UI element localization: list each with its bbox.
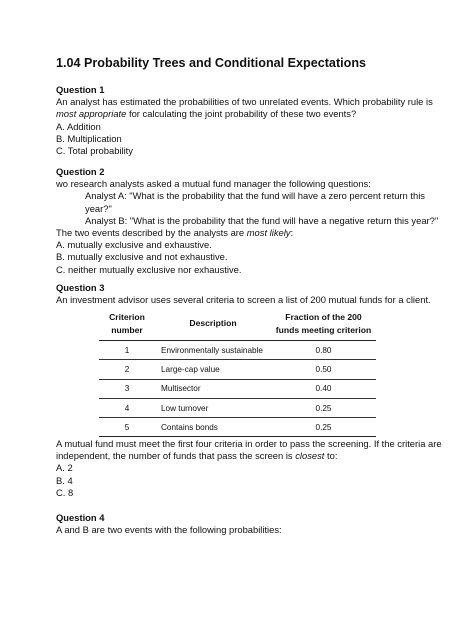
question-2-emphasis: most likely: [246, 227, 291, 239]
question-1-heading: Question 1: [56, 84, 105, 95]
table-row: [99, 341, 376, 360]
question-3-option-a: A. 2: [56, 462, 73, 474]
question-1-emphasis: most appropriate: [56, 108, 127, 120]
cell-fraction: 0.50: [271, 360, 376, 379]
header-description: Description: [155, 309, 271, 341]
cell-description: Low turnover: [155, 398, 271, 417]
question-2-option-c: C. neither mutually exclusive nor exhaustive.: [56, 263, 242, 275]
question-2-analyst-b: Analyst B: "What is the probability that the fund will have a negative return this year?": [85, 214, 439, 226]
cell-description: Contains bonds: [155, 418, 271, 437]
question-3-continued: [56, 438, 442, 499]
table-row: [99, 379, 376, 398]
cell-number: 5: [99, 418, 155, 437]
question-3: [56, 282, 431, 306]
question-4-intro: A and B are two events with the following probabilities:: [56, 524, 282, 536]
page-title: 1.04 Probability Trees and Conditional Expectations: [56, 56, 367, 70]
question-3-para-1: A mutual fund must meet the first four criteria in order to pass the screening. If the criteria are: [56, 438, 442, 449]
question-1-option-c: C. Total probability: [56, 145, 133, 157]
criteria-table-header: [99, 309, 376, 341]
cell-fraction: 0.25: [271, 398, 376, 417]
question-1-option-b: B. Multiplication: [56, 132, 122, 144]
question-1-line-2: most appropriate for calculating the joint probability of these two events?: [56, 108, 357, 120]
header-fraction: Fraction of the 200 funds meeting criterion: [271, 309, 376, 341]
cell-number: 1: [99, 341, 155, 360]
question-3-para-2: independent, the number of funds that pass the screen is closest to:: [56, 450, 338, 462]
question-3-emphasis: closest: [295, 450, 325, 462]
cell-fraction: 0.80: [271, 341, 376, 360]
cell-number: 4: [99, 398, 155, 417]
question-3-option-c: C. 8: [56, 486, 74, 498]
question-2-option-b: B. mutually exclusive and not exhaustive.: [56, 251, 228, 263]
question-3-intro: An investment advisor uses several criteria to screen a list of 200 mutual funds for a client.: [56, 294, 431, 306]
question-2-analyst-a-cont: year?": [85, 202, 112, 214]
cell-fraction: 0.25: [271, 418, 376, 437]
question-1-line-1: An analyst has estimated the probabilities of two unrelated events. Which probability rule is: [56, 96, 433, 108]
cell-description: Large-cap value: [155, 360, 271, 379]
question-4-heading: Question 4: [56, 512, 105, 523]
cell-number: 3: [99, 379, 155, 398]
question-2-option-a: A. mutually exclusive and exhaustive.: [56, 239, 212, 251]
cell-fraction: 0.40: [271, 379, 376, 398]
question-2: [56, 166, 439, 276]
table-row: [99, 418, 376, 437]
question-2-heading: Question 2: [56, 166, 105, 177]
question-1-option-a: A. Addition: [56, 120, 101, 132]
question-3-heading: Question 3: [56, 282, 105, 293]
table-row: [99, 360, 376, 379]
header-criterion-number: Criterion number: [99, 309, 155, 341]
cell-description: Multisector: [155, 379, 271, 398]
cell-description: Environmentally sustainable: [155, 341, 271, 360]
cell-number: 2: [99, 360, 155, 379]
criteria-table: [99, 309, 376, 437]
question-2-stem: The two events described by the analysts are most likely:: [56, 227, 294, 239]
question-3-option-b: B. 4: [56, 474, 73, 486]
question-2-intro: wo research analysts asked a mutual fund manager the following questions:: [56, 178, 371, 190]
table-row: [99, 398, 376, 417]
question-2-analyst-a: Analyst A: "What is the probability that the fund will have a zero percent return this: [85, 190, 425, 202]
question-1: [56, 84, 433, 157]
question-4: [56, 512, 426, 536]
